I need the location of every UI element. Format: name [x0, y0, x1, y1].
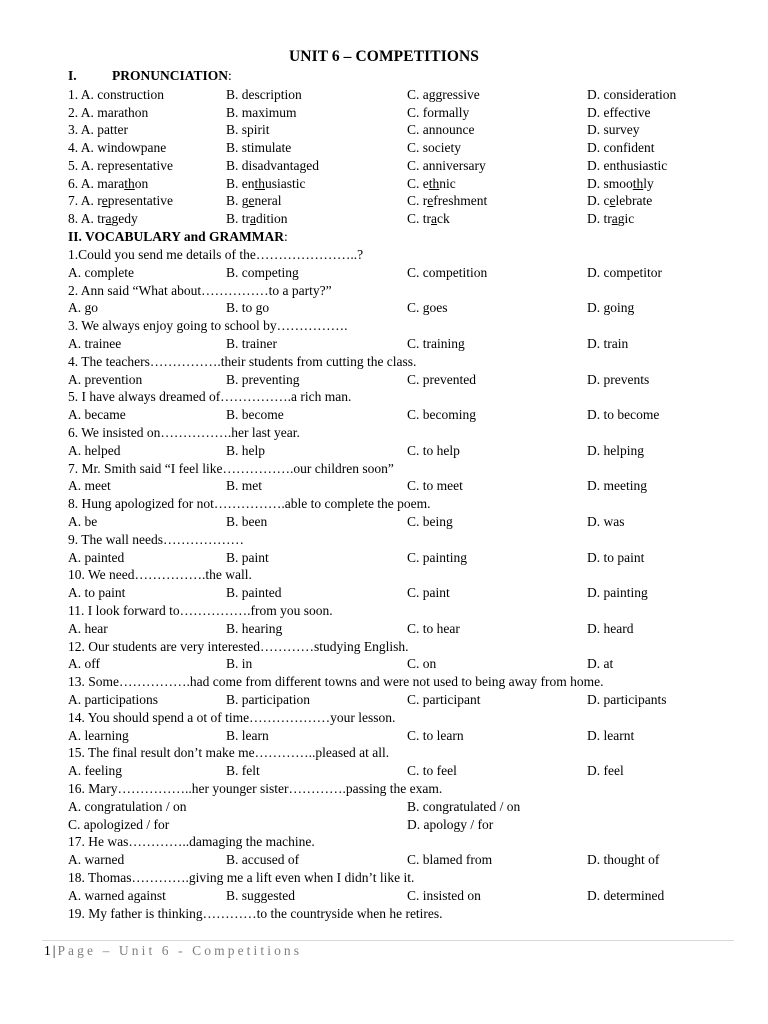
- option-b: B. met: [226, 478, 262, 493]
- question-text: 13. Some…………….had come from different towns and were not used to being away from home.: [68, 674, 604, 689]
- option-a: A. trainee: [68, 336, 122, 351]
- section-vocabulary-heading: [68, 229, 288, 245]
- option-c: C. apologized / for: [68, 817, 170, 832]
- word-part: D. c: [587, 193, 610, 208]
- option-c: [407, 105, 469, 121]
- question-text: 5. I have always dreamed of…………….a rich man.: [68, 389, 352, 404]
- option-c: C. prevented: [407, 372, 476, 387]
- question-text: 7. Mr. Smith said “I feel like…………….our children soon”: [68, 461, 394, 476]
- option-d: [587, 105, 650, 121]
- underlined-letters: a: [105, 211, 112, 226]
- underlined-letters: e: [609, 193, 616, 208]
- option-a: A. off: [68, 656, 100, 671]
- option-a: A. to paint: [68, 585, 126, 600]
- question-text: 10. We need…………….the wall.: [68, 567, 252, 582]
- option-d: D. at: [587, 656, 614, 671]
- word-part: r: [93, 193, 102, 208]
- option-c: C. insisted on: [407, 888, 481, 903]
- underlined-letters: th: [124, 176, 135, 191]
- word-part: C. aggressive: [407, 87, 480, 102]
- option-a: [68, 211, 138, 227]
- word-part: B. disadvantaged: [226, 158, 319, 173]
- word-part: C. formally: [407, 105, 470, 120]
- option-d: D. determined: [587, 888, 665, 903]
- page-title: UNIT 6 – COMPETITIONS: [289, 48, 479, 65]
- word-part: D. consideration: [587, 87, 677, 102]
- option-b: B. trainer: [226, 336, 277, 351]
- word-part: on: [134, 176, 149, 191]
- option-a: A. congratulation / on: [68, 799, 187, 814]
- option-b: [226, 140, 291, 156]
- option-c: C. paint: [407, 585, 450, 600]
- word-part: D. smoo: [587, 176, 633, 191]
- question-text: 16. Mary……………..her younger sister………….passing the exam.: [68, 781, 443, 796]
- option-c: C. goes: [407, 300, 448, 315]
- underlined-letters: e: [248, 193, 255, 208]
- item-number: 4. A.: [68, 140, 94, 155]
- option-c: C. to meet: [407, 478, 463, 493]
- option-a: A. helped: [68, 443, 121, 458]
- section-label: II. VOCABULARY and GRAMMAR: [68, 229, 285, 244]
- option-a: [68, 140, 166, 156]
- option-b: [226, 122, 270, 138]
- option-b: [226, 211, 288, 227]
- option-a: A. hear: [68, 621, 108, 636]
- option-a: A. complete: [68, 265, 134, 280]
- option-c: C. to help: [407, 443, 460, 458]
- option-d: D. participants: [587, 692, 667, 707]
- option-d: D. painting: [587, 585, 648, 600]
- option-c: C. competition: [407, 265, 488, 280]
- option-b: [226, 193, 282, 209]
- option-b: B. participation: [226, 692, 310, 707]
- word-part: D. confident: [587, 140, 655, 155]
- option-a: A. painted: [68, 550, 125, 565]
- option-d: D. meeting: [587, 478, 647, 493]
- word-part: representative: [93, 158, 173, 173]
- option-d: D. prevents: [587, 372, 650, 387]
- underlined-letters: th: [632, 176, 644, 191]
- option-c: [407, 211, 450, 227]
- word-part: mara: [93, 176, 125, 191]
- option-b: B. suggested: [226, 888, 295, 903]
- word-part: C. anniversary: [407, 158, 486, 173]
- section-pronunciation-heading: [68, 68, 232, 84]
- option-c: [407, 122, 474, 138]
- word-part: windowpane: [93, 140, 167, 155]
- option-a: A. participations: [68, 692, 158, 707]
- footer-text: Page – Unit 6 - Competitions: [57, 943, 303, 958]
- word-part: B. description: [226, 87, 302, 102]
- word-part: neral: [254, 193, 282, 208]
- word-part: C. tr: [407, 211, 432, 226]
- page-footer: [44, 943, 302, 959]
- option-a: A. prevention: [68, 372, 143, 387]
- option-d: [587, 158, 667, 174]
- option-d: D. heard: [587, 621, 634, 636]
- option-b: [226, 105, 297, 121]
- option-a: A. feeling: [68, 763, 122, 778]
- question-text: 1.Could you send me details of the…………………..?: [68, 247, 364, 262]
- underlined-letters: a: [431, 211, 438, 226]
- item-number: 6. A.: [68, 176, 94, 191]
- option-a: A. go: [68, 300, 98, 315]
- option-b: [226, 87, 302, 103]
- option-d: D. train: [587, 336, 629, 351]
- section-label: PRONUNCIATION: [112, 68, 229, 83]
- word-part: D. tr: [587, 211, 612, 226]
- word-part: dition: [256, 211, 288, 226]
- word-part: C. society: [407, 140, 461, 155]
- option-c: C. to learn: [407, 728, 464, 743]
- word-part: gedy: [111, 211, 138, 226]
- word-part: C. e: [407, 176, 429, 191]
- word-part: B. g: [226, 193, 249, 208]
- option-d: D. going: [587, 300, 635, 315]
- option-c: [407, 158, 486, 174]
- underlined-letters: e: [427, 193, 434, 208]
- word-part: B. tr: [226, 211, 251, 226]
- word-part: construction: [93, 87, 165, 102]
- question-text: 15. The final result don’t make me…………..pleased at all.: [68, 745, 390, 760]
- option-c: C. painting: [407, 550, 467, 565]
- option-a: [68, 122, 128, 138]
- option-d: D. feel: [587, 763, 624, 778]
- question-text: 2. Ann said “What about……………to a party?”: [68, 283, 332, 298]
- word-part: D. survey: [587, 122, 640, 137]
- option-c: C. training: [407, 336, 465, 351]
- option-a: A. warned against: [68, 888, 166, 903]
- item-number: 8. A.: [68, 211, 94, 226]
- option-b: B. in: [226, 656, 253, 671]
- word-part: ck: [437, 211, 450, 226]
- option-a: [68, 193, 173, 209]
- question-text: 9. The wall needs………………: [68, 532, 244, 547]
- question-text: 3. We always enjoy going to school by…………….: [68, 318, 348, 333]
- option-b: B. felt: [226, 763, 260, 778]
- option-a: [68, 87, 164, 103]
- question-text: 18. Thomas………….giving me a lift even when I didn’t like it.: [68, 870, 415, 885]
- option-a: A. be: [68, 514, 98, 529]
- option-b: [226, 176, 306, 192]
- option-b: B. hearing: [226, 621, 283, 636]
- option-b: B. been: [226, 514, 268, 529]
- option-c: C. being: [407, 514, 453, 529]
- word-part: C. announce: [407, 122, 475, 137]
- word-part: lebrate: [615, 193, 653, 208]
- underlined-letters: a: [250, 211, 257, 226]
- word-part: patter: [93, 122, 128, 137]
- option-c: C. participant: [407, 692, 481, 707]
- option-a: A. became: [68, 407, 126, 422]
- option-d: D. helping: [587, 443, 644, 458]
- word-part: B. spirit: [226, 122, 270, 137]
- item-number: 1. A.: [68, 87, 94, 102]
- question-text: 4. The teachers…………….their students from cutting the class.: [68, 354, 417, 369]
- option-b: [226, 158, 319, 174]
- word-part: nic: [439, 176, 456, 191]
- question-text: 6. We insisted on…………….her last year.: [68, 425, 300, 440]
- option-c: C. on: [407, 656, 437, 671]
- option-c: [407, 176, 456, 192]
- question-text: 17. He was…………..damaging the machine.: [68, 834, 315, 849]
- option-d: [587, 176, 654, 192]
- question-text: 12. Our students are very interested…………studying English.: [68, 639, 409, 654]
- question-text: 11. I look forward to…………….from you soon.: [68, 603, 333, 618]
- word-part: marathon: [93, 105, 149, 120]
- option-c: C. becoming: [407, 407, 476, 422]
- footer-divider: [42, 940, 734, 941]
- option-b: B. competing: [226, 265, 299, 280]
- option-b: B. to go: [226, 300, 270, 315]
- item-number: 5. A.: [68, 158, 94, 173]
- option-d: D. competitor: [587, 265, 662, 280]
- word-part: ly: [643, 176, 654, 191]
- section-colon: :: [228, 68, 232, 83]
- word-part: D. enthusiastic: [587, 158, 668, 173]
- word-part: B. maximum: [226, 105, 297, 120]
- option-c: C. to feel: [407, 763, 457, 778]
- option-a: A. learning: [68, 728, 129, 743]
- option-d: D. learnt: [587, 728, 635, 743]
- option-b: B. accused of: [226, 852, 300, 867]
- option-d: D. apology / for: [407, 817, 494, 832]
- word-part: usiastic: [265, 176, 306, 191]
- option-c: [407, 87, 480, 103]
- word-part: C. r: [407, 193, 428, 208]
- option-b: B. learn: [226, 728, 269, 743]
- option-d: [587, 87, 676, 103]
- page-number: 1: [44, 943, 51, 958]
- option-c: C. to hear: [407, 621, 460, 636]
- item-number: 3. A.: [68, 122, 94, 137]
- item-number: 7. A.: [68, 193, 94, 208]
- option-c: C. blamed from: [407, 852, 493, 867]
- word-part: gic: [617, 211, 635, 226]
- section-colon: :: [284, 229, 288, 244]
- footer-separator: |: [52, 943, 56, 958]
- option-d: D. thought of: [587, 852, 660, 867]
- option-b: B. painted: [226, 585, 282, 600]
- option-a: [68, 176, 148, 192]
- option-d: [587, 140, 654, 156]
- option-b: B. become: [226, 407, 284, 422]
- option-d: D. to become: [587, 407, 660, 422]
- option-c: [407, 140, 461, 156]
- option-a: A. warned: [68, 852, 125, 867]
- word-part: freshment: [433, 193, 488, 208]
- underlined-letters: e: [101, 193, 108, 208]
- word-part: B. stimulate: [226, 140, 292, 155]
- option-d: D. was: [587, 514, 625, 529]
- underlined-letters: th: [254, 176, 266, 191]
- question-text: 19. My father is thinking…………to the countryside when he retires.: [68, 906, 443, 921]
- option-b: B. paint: [226, 550, 269, 565]
- word-part: B. en: [226, 176, 255, 191]
- item-number: 2. A.: [68, 105, 94, 120]
- question-text: 14. You should spend a ot of time………………your lesson.: [68, 710, 396, 725]
- underlined-letters: a: [611, 211, 618, 226]
- option-b: B. help: [226, 443, 265, 458]
- word-part: tr: [93, 211, 106, 226]
- option-c: B. congratulated / on: [407, 799, 521, 814]
- option-a: [68, 105, 148, 121]
- word-part: presentative: [107, 193, 173, 208]
- option-b: B. preventing: [226, 372, 300, 387]
- option-a: [68, 158, 173, 174]
- section-number: I.: [68, 68, 77, 83]
- option-d: [587, 193, 652, 209]
- word-part: D. effective: [587, 105, 651, 120]
- option-d: D. to paint: [587, 550, 645, 565]
- option-d: [587, 211, 634, 227]
- question-text: 8. Hung apologized for not…………….able to complete the poem.: [68, 496, 431, 511]
- option-c: [407, 193, 487, 209]
- option-a: A. meet: [68, 478, 111, 493]
- underlined-letters: th: [428, 176, 440, 191]
- option-d: [587, 122, 640, 138]
